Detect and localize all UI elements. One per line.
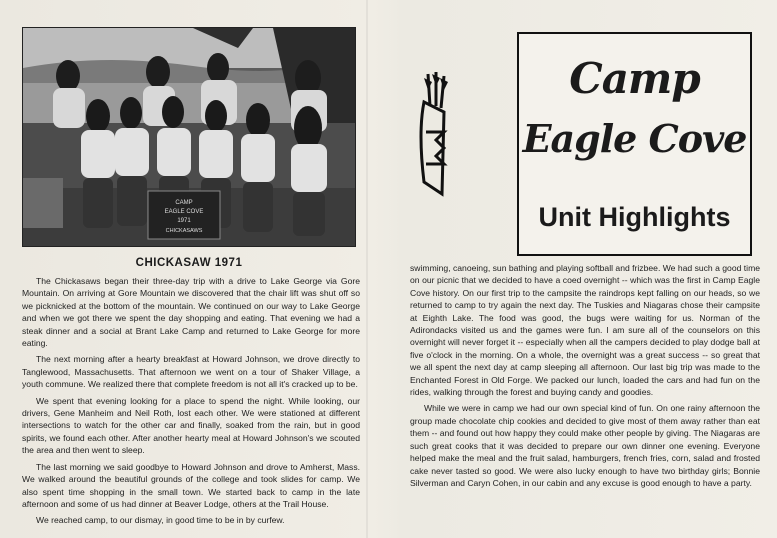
- left-column: [22, 275, 360, 538]
- title-camp: Camp: [569, 54, 700, 103]
- photo-caption: CHICKASAW 1971: [135, 257, 243, 269]
- left-paragraph-3: We spent that evening looking for a place to spend the night. While looking, our drivers, Gene Manheim and Neil Roth, lost each other. We were stationed at different intersections to watch for the other car and finally, soaked from the rain, but in good spirits, we found each other. After another hearty meal at Howard Johnson's we scouted the area and then went to sleep.: [22, 395, 360, 456]
- title-eagle-cove: Eagle Cove: [522, 116, 747, 161]
- sign-text-4: CHICKASAWS: [165, 228, 203, 234]
- left-paragraph-1: The Chickasaws began their three-day trip with a drive to Lake George via Gore Mountain. On arriving at Gore Mountain we discovered that the chair lift was shut off so we picknicked at the bottom of the mountain. We continued on our way to Lake George and when we got there we spent the day shopping and eating. That evening we had a steak dinner and a social at Brant Lake Camp and returned to Lake George for more eating.: [22, 276, 360, 349]
- title-unit-highlights: Unit Highlights: [538, 202, 731, 232]
- right-column: [410, 262, 760, 538]
- sign-text-2: EAGLE COVE: [164, 209, 204, 215]
- right-paragraph-1: swimming, canoeing, sun bathing and playing softball and frizbee. We had such a good time on our picnic that we decided to have a coed overnight -- which was the first in Camp Eagle Cove history. On our first trip to the campsite the raindrops kept falling on our heads, so we returned to camp to try again the next day. The Tuskies and Niagaras chose their campsite at Eighth Lake. The food was good, the bugs were waiting for us. Norman of the Adirondacks visited us and the games were fun. I am sure all of the counselors on this overnight will never forget it -- especially when all the campers decided to play dodge ball at five o'clock in the morning. On a whole, the overnight was a great success -- so great that we all spent the next day at camp sleeping all afternoon. Our last big trip was made to the Enchanted Forest in Old Forge. We packed our lunch, loaded the cars and had fun on the rides, walking through the forest and buying candy and goodies.: [410, 263, 760, 398]
- title-box: [517, 32, 752, 256]
- left-paragraph-2: The next morning after a hearty breakfast at Howard Johnson, we drove directly to Tanglewood, Massachusetts. That afternoon we went on a tour of Shaker Village, a youth commune. We realized there that complete freedom is not all it's cracked up to be.: [22, 354, 360, 390]
- left-paragraph-5: We reached camp, to our dismay, in good time to be in by curfew.: [36, 515, 285, 526]
- sign-text-1: CAMP: [175, 200, 193, 206]
- quiver-logo-icon: [414, 72, 454, 207]
- sign-text-3: 1971: [177, 218, 191, 224]
- page-fold: [366, 0, 368, 538]
- left-paragraph-4: The last morning we said goodbye to Howard Johnson and drove to Amherst, Mass. We walked around the beautiful grounds of the college and took slides for camp. We also spent time shopping in the small town. We started back to camp in the late afternoon and some of us had dinner at Beaver Lodge, others at the Trail House.: [22, 461, 360, 509]
- group-photo: [22, 27, 356, 247]
- right-paragraph-2: While we were in camp we had our own special kind of fun. On one rainy afternoon the group made chocolate chip cookies and decided to give most of them away rather than eat them -- and found out how happy they could make other people by giving. The Niagaras are such great cooks that it was decided to prepare our own dinner one evening. Everyone helped make the meal and the fruit salad, hamburgers, french fries, corn, salad and frosted cake never tasted so good. We were also lucky enough to have two birthday girls; Bonnie Silverman and Caryn Cohen, in our cabin and any excuse is good enough to have a party.: [410, 403, 760, 488]
